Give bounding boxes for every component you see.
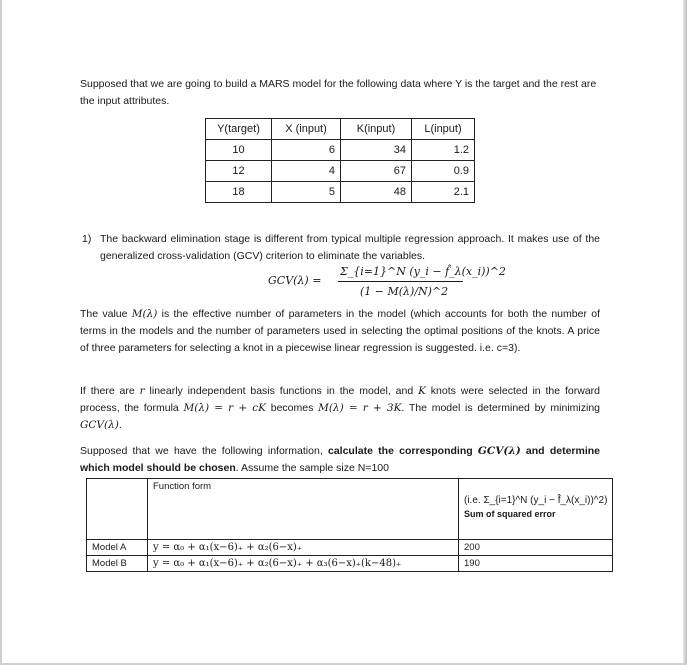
model-function-form: y = α₀ + α₁(x−6)₊ + α₂(6−x)₊ + α₃(6−x)₊(k−48)₊ <box>148 556 459 572</box>
model-function-form: y = α₀ + α₁(x−6)₊ + α₂(6−x)₊ <box>148 540 459 556</box>
data-table-row <box>206 161 475 182</box>
function-form-header: Function form <box>148 479 459 540</box>
data-table-cell: 4 <box>272 161 341 182</box>
data-table-cell: 2.1 <box>412 182 475 203</box>
data-table <box>205 118 475 203</box>
paragraph-basis-functions: If there are r linearly independent basis functions in the model, and K knots were selected in the forward process, the formula M(λ) = r + cK becomes M(λ) = r + 3K. The model is determined by minimizing GCV(λ). <box>80 385 601 431</box>
data-table-header: L(input) <box>412 119 475 140</box>
fraction-bar <box>338 281 463 282</box>
data-table-cell: 48 <box>341 182 412 203</box>
data-table-cell: 34 <box>341 140 412 161</box>
data-table-cell: 1.2 <box>412 140 475 161</box>
sse-formula: (i.e. Σ_{i=1}^N (y_i − f̂_λ(x_i))^2) <box>464 495 608 506</box>
paragraph-task: Supposed that we have the following information, calculate the corresponding GCV(λ) and determine which model should be chosen. Assume the sample size N=100 <box>80 445 601 474</box>
data-table-header: K(input) <box>341 119 412 140</box>
page-edge-right <box>683 0 687 665</box>
model-sse: 200 <box>459 540 613 556</box>
sse-header-cell <box>459 479 613 540</box>
data-table-cell: 67 <box>341 161 412 182</box>
table-row <box>87 556 613 572</box>
data-table-cell: 0.9 <box>412 161 475 182</box>
gcv-formula-denominator: (1 − M(λ)/N)^2 <box>360 285 449 298</box>
model-sse: 190 <box>459 556 613 572</box>
data-table-cell: 5 <box>272 182 341 203</box>
data-table-row <box>206 182 475 203</box>
question-number: 1) <box>82 233 92 245</box>
model-table <box>86 478 613 572</box>
intro-paragraph: Supposed that we are going to build a MARS model for the following data where Y is the target and the rest are the input attributes. <box>80 78 597 107</box>
model-label: Model B <box>87 556 148 572</box>
data-table-cell: 12 <box>206 161 272 182</box>
sse-label: Sum of squared error <box>464 509 556 519</box>
data-table-header: X (input) <box>272 119 341 140</box>
data-table-header-row <box>206 119 475 140</box>
table-row <box>87 540 613 556</box>
gcv-formula-numerator: Σ_{i=1}^N (y_i − f̂_λ(x_i))^2 <box>340 265 506 278</box>
question-text: The backward elimination stage is different from typical multiple regression approach. It makes use of the generalized cross-validation (GCV) criterion to eliminate the variables. <box>100 233 600 262</box>
data-table-header: Y(target) <box>206 119 272 140</box>
paragraph-effective-parameters: The value M(λ) is the effective number of parameters in the model (which accounts for both the number of terms in the models and the number of parameters used in selecting the optimal positions of the knots. A price of three parameters for selecting a knot in a piecewise linear regression is suggested. i.e. c=3). <box>80 308 600 354</box>
page-edge-left <box>0 0 2 665</box>
model-label: Model A <box>87 540 148 556</box>
gcv-formula-lhs: GCV(λ) = <box>268 274 322 287</box>
data-table-cell: 6 <box>272 140 341 161</box>
data-table-row <box>206 140 475 161</box>
model-table-header-row <box>87 479 613 540</box>
data-table-cell: 10 <box>206 140 272 161</box>
data-table-cell: 18 <box>206 182 272 203</box>
